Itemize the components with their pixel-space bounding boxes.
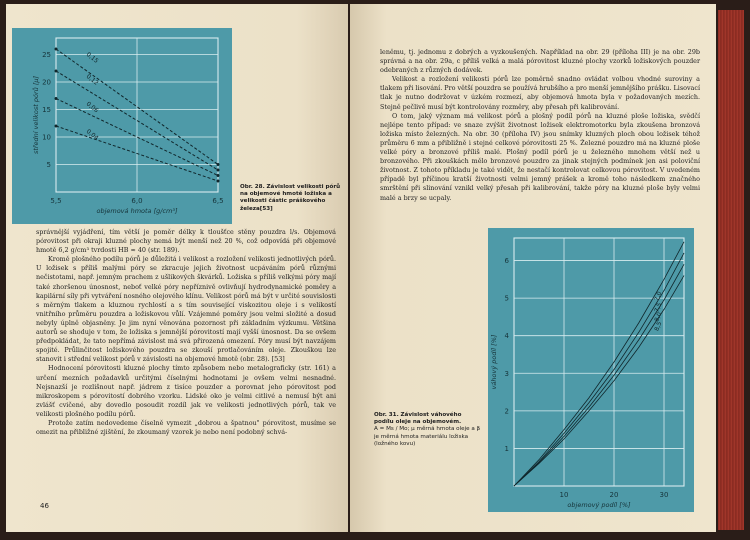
x-tick-label: 20 (609, 491, 619, 499)
data-point (217, 163, 220, 166)
paragraph: správnější vyjádření, tím větší je poměr délky k tloušťce stěny pouzdra l/s. Objemová pórovitost při okraji kluzné plochy nemá být menší než 20 %, což odpovídá při objemové hmotě 6,2 g/cm³ tvrdosti HB ≈ 40 (str. 189). (36, 228, 336, 255)
series-line (514, 242, 684, 486)
series-line (514, 253, 684, 486)
y-tick-label: 6 (504, 257, 509, 266)
figure-31-chart (488, 228, 694, 512)
page-edges (718, 10, 744, 530)
y-tick-label: 1 (504, 444, 509, 453)
data-point (55, 125, 58, 128)
figure-31-panel (488, 228, 694, 512)
y-axis-label: střední velikost pórů [µ] (32, 75, 40, 155)
paragraph: Hodnocení pórovitosti kluzné plochy tímto způsobem nebo metalograficky (str. 161) a určení mezních požadavků určitými číselnými hodnotami je ovšem velmi nesnadné. Nejsnazší je rozlišnout např. jádrem z tisíce pouzder a porovnat jeho pórovitost pod mikroskopem s pórovitostí dobrého vzorku. Lidské oko je velmi citlivé a nemusí být ani zvlášť cvičené, aby dovedlo posoudit rozdíl jak ve velikosti jednotlivých pórů, tak ve velikosti plošného podílu pórů. (36, 364, 336, 418)
right-body-text (380, 48, 700, 203)
right-page (350, 4, 716, 532)
x-tick-label: 6,5 (212, 197, 224, 205)
left-body-text (36, 228, 336, 437)
y-tick-label: 2 (504, 407, 509, 416)
paragraph: Kromě plošného podílu pórů je důležitá i velikost a rozložení velikosti jednotlivých pórů. U ložisek s příliš malými póry se zkracuje jejich životnost ucpáváním pórů různými nečistotami, např. jemným prachem z ušlikových škvárků. Ložiska s příliš velkými póry mají také zhoršenou únosnost, neboť velké póry nepříznivě ovlivňují hydrodynamické poměry a kapilární síly při vytváření nosného olejového klínu. Velikost pórů má být v určité souvislosti s měrným tlakem a kluznou rychlostí a s tím související viskozitou oleje i s velikostí vnitřního průměru pouzdra a ložiskovou vůlí. Vzájemné poměry jsou velmi složité a dosud nebyly úplně objasněny. Je jim nyní věnována pozornost při základním výzkumu. Většina autorů se shoduje v tom, že ložiska s jemnější pórovitostí mají vyšší únosnost. Da se ovšem předpokládat, že tato nepřímá závislost má svá přirozená omezení. Póry musí být navzájem spojité. Průlinčitost ložiskového pouzdra se zkouší protlačováním oleje. Zkouškou lze stanovit i střední velikost pórů v závislosti na objemové hmotě (obr. 28). [53] (36, 255, 336, 364)
page-number: 46 (40, 502, 49, 510)
x-axis-label: objemová hmota [g/cm³] (96, 207, 178, 215)
x-tick-label: 6,0 (131, 197, 143, 205)
y-axis-label: váhový podíl [%] (490, 334, 498, 390)
left-page (6, 4, 348, 532)
series-label: 0,04 (84, 128, 100, 142)
figure-28-text: Závislost velikosti pórů na objemové hmotě ložiska a velikosti částic práškového železa[53] (240, 184, 341, 212)
data-point (55, 48, 58, 51)
series-label: 8,0 (653, 311, 664, 323)
data-point (217, 169, 220, 172)
figure-31-title: Závislost váhového podílu oleje na objemovém. (374, 412, 462, 426)
data-point (217, 174, 220, 177)
figure-28-caption (240, 184, 344, 213)
paragraph: O tom, jaký význam má velikost pórů a plošný podíl pórů na kluzné ploše ložiska, svědčí nejlépe tento případ: ve snaze zvýšit životnost ložisek elektromotorku byla zkoušena bronzová ložiska místo železných. Na obr. 30 (příloha IV) jsou snímky kluzných ploch obou ložisek téhož průměru 6 mm a přibližně i stejné celkové pórovitosti 25 %. Železné pouzdro má na kluzné ploše velké póry a bronzové příliš malé. Plošný podíl pórů je u železného mnohem větší než u bronzového. Při zkouškách mělo bronzové pouzdro za jinak stejných podmínek jen asi poloviční životnost. Z tohoto příkladu je také vidět, že nestačí kontrolovat celkovou pórovitost. V uvedeném případě byl příčinou kratší životnosti velmi jemný prášek a kromě toho následkem značného smrštění při slinování vznikl velký přesah při kalibrování, takže póry na kluzné ploše byly velmi malé a brzy se ucpaly. (380, 111, 700, 202)
x-tick-label: 30 (659, 491, 669, 499)
x-axis-label: objemový podíl [%] (567, 501, 631, 509)
series-label: 7,5 (653, 301, 664, 314)
series-label: 0,15 (84, 51, 100, 65)
data-point (217, 180, 220, 183)
figure-31-formula: A = Ms / Mo; µ měrná hmota oleje a β je měrná hmota materiálu ložiska (ložného kovu) (374, 426, 481, 447)
x-tick-label: 5,5 (50, 197, 62, 205)
y-tick-label: 25 (42, 51, 51, 59)
series-label: 7,0 (653, 290, 664, 303)
series-label: 0,12 (84, 73, 100, 87)
paragraph: leněmu, tj. jednomu z dobrých a vyzkoušených. Například na obr. 29 (příloha III) je na obr. 29b správná a na obr. 29a, c příliš velká a malá pórovitost kluzné plochy vzorků ložiskových pouzder odebraných z různých dodávek. (380, 48, 700, 75)
y-tick-label: 20 (42, 78, 51, 87)
paragraph: Velikost a rozložení velikosti pórů lze poměrně snadno ovládat volbou vhodné suroviny a tlakem při lisování. Pro větší pouzdra se používá hrubšího a pro menší jemnějšího prášku. Lisovací tlak je nutno dodržovat v úzkém rozmezí, aby objemová hmota byla v požadovaných mezích. Stejně pečlivě musí být kontrolovány rozměry, aby přesah při kalibrování. (380, 75, 700, 111)
y-tick-label: 5 (504, 294, 509, 303)
paragraph: Protože zatím nedovedeme číselně vymezit „dobrou a špatnou" pórovitost, musíme se omezit na přibližné zjištění, že zkoumaný vzorek je nebo není podobný schvá- (36, 418, 336, 437)
figure-28-panel (12, 28, 232, 224)
data-point (55, 97, 58, 100)
y-tick-label: 4 (504, 332, 509, 341)
y-tick-label: 15 (42, 106, 51, 114)
figure-31-label: Obr. 31. (374, 412, 399, 418)
y-tick-label: 5 (46, 161, 51, 169)
figure-28-label: Obr. 28. (240, 184, 265, 190)
data-point (55, 70, 58, 73)
series-label: 0,06 (84, 100, 100, 115)
y-tick-label: 3 (504, 369, 509, 378)
figure-31-caption (374, 412, 482, 448)
series-label: 8,5 (653, 320, 664, 333)
x-tick-label: 10 (559, 491, 569, 499)
y-tick-label: 10 (42, 133, 51, 142)
figure-28-chart (12, 28, 232, 224)
